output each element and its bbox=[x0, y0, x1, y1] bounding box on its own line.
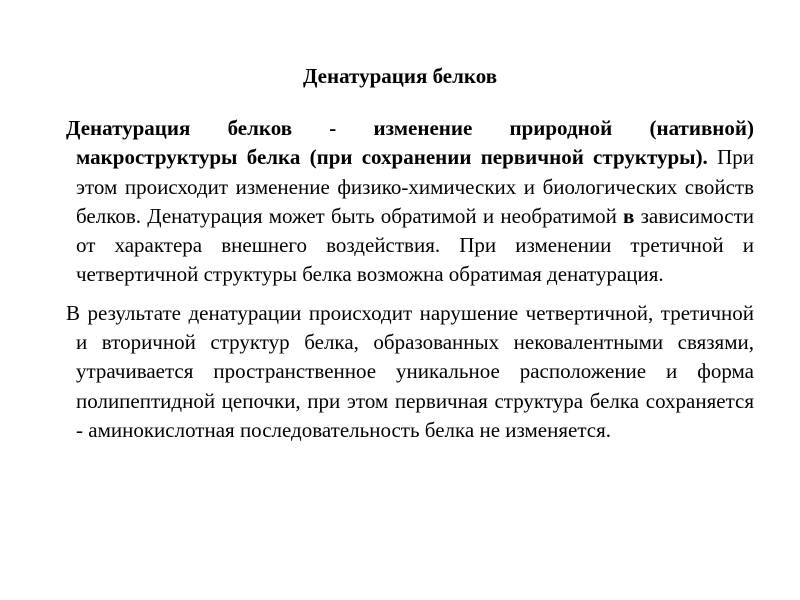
definition-lead: Денатурация белков - изменение природной (нативной) макроструктуры белка (при сохранении первичной структуры). bbox=[66, 116, 754, 170]
definition-text-b: зависимости от характера внешнего воздействия. При изменении третичной и четвертичной структуры белка возможна обратимая денатурация. bbox=[76, 203, 754, 287]
result-text: В результате денатурации происходит нарушение четвертичной, третичной и вторичной структур белка, образованных нековалентными связями, утрачивается пространственное уникальное расположение и форма полипептидной цепочки, при этом первичная структура белка сохраняется - аминокислотная последовательность белка не изменяется. bbox=[66, 300, 754, 442]
paragraph-result bbox=[66, 299, 754, 445]
slide-body bbox=[66, 114, 754, 445]
paragraph-definition bbox=[66, 114, 754, 290]
definition-bold-word: в bbox=[623, 203, 635, 228]
slide-title: Денатурация белков bbox=[302, 64, 498, 88]
definition-text-a: При этом происходит изменение физико-химических и биологических свойств белков. Денатурация может быть обратимой и необратимой bbox=[76, 145, 754, 228]
